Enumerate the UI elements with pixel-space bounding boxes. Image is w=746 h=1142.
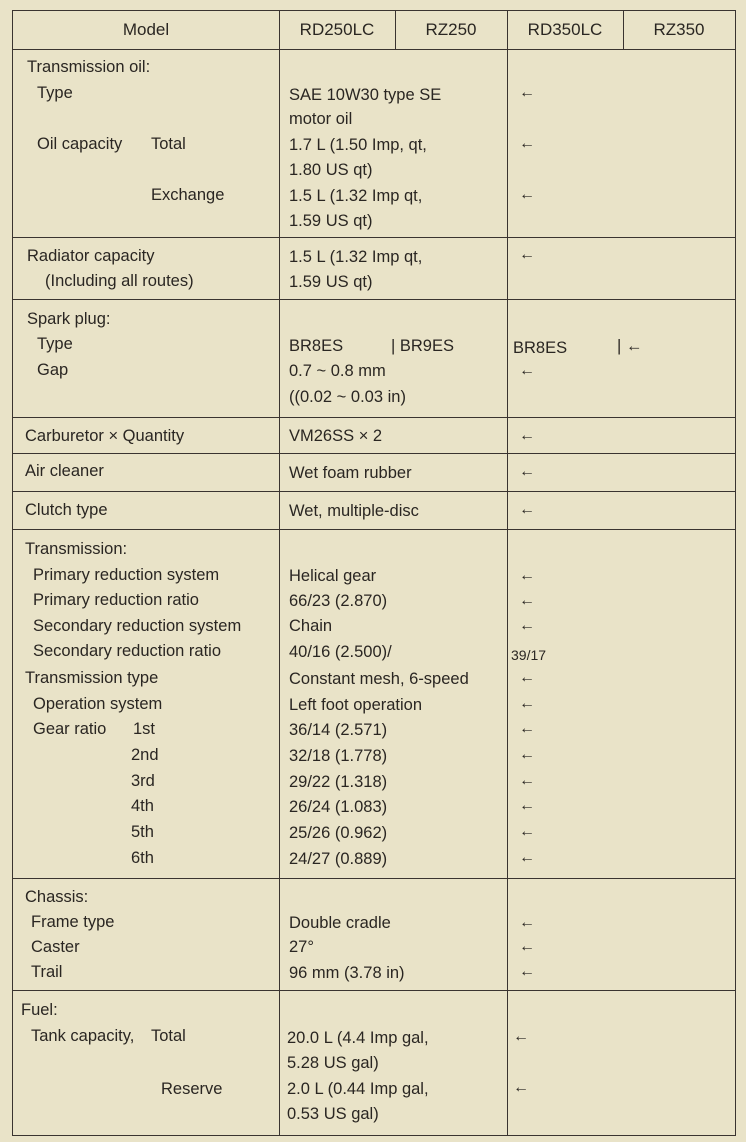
section-title: Transmission: [25,540,128,558]
oil-capacity-label: Oil capacity [37,135,123,153]
trans-label: Transmission type [25,669,159,687]
trans-value: Left foot operation [289,696,423,714]
caster-value: 27° [289,938,314,956]
gear-label: 3rd [131,772,155,790]
header-rz350: RZ350 [653,20,705,39]
rd350-secondary-ratio: 39/17 [511,647,547,663]
same-as-arrow: ← [519,746,535,763]
caster-label: Caster [31,938,80,956]
oil-total-label: Total [151,135,186,153]
oil-total-value: 1.7 L (1.50 Imp, qt, [289,136,427,154]
same-as-arrow: ← [519,849,535,866]
radiator-value: 1.59 US qt) [289,273,373,291]
same-as-arrow: ← [519,772,535,789]
row-divider [13,49,735,50]
same-as-arrow: ← [519,362,535,379]
trans-label: Secondary reduction ratio [33,642,222,660]
trans-value: Constant mesh, 6-speed [289,670,469,688]
same-as-arrow: ← [519,567,535,584]
same-as-arrow: ← [519,914,535,931]
gear-label: 5th [131,823,154,841]
clutch-label: Clutch type [25,501,108,519]
oil-exchange-value: 1.59 US qt) [289,212,373,230]
header-model: Model [122,20,170,39]
oil-total-value: 1.80 US qt) [289,161,373,179]
header-rz250: RZ250 [425,20,477,39]
row-divider [13,417,735,418]
row-divider [13,237,735,238]
section-title: Fuel: [21,1001,58,1019]
header-rd350lc: RD350LC [527,20,603,39]
same-as-arrow: ← [519,963,535,980]
same-as-arrow: ← [519,823,535,840]
same-as-arrow: ← [513,1079,529,1096]
gear-value: 26/24 (1.083) [289,798,388,816]
row-divider [13,491,735,492]
frame-value: Double cradle [289,914,391,932]
frame-label: Frame type [31,913,115,931]
plug-type-rz250: | BR9ES [391,337,454,355]
oil-exchange-value: 1.5 L (1.32 Imp qt, [289,187,423,205]
tank-label: Tank capacity, [31,1027,135,1045]
row-divider [13,529,735,530]
same-as-arrow: ← [519,84,535,101]
row-divider [13,878,735,879]
trans-label: Primary reduction ratio [33,591,199,609]
same-as-arrow: ← [519,669,535,686]
trans-label: Operation system [33,695,163,713]
gear-label: 2nd [131,746,159,764]
same-as-arrow: ← [519,617,535,634]
tank-total-value: 20.0 L (4.4 Imp gal, [287,1029,429,1047]
gear-value: 24/27 (0.889) [289,850,388,868]
gear-label: 1st [133,720,156,738]
row-divider [13,990,735,991]
same-as-arrow: ← [519,797,535,814]
same-as-arrow: ← [519,246,535,263]
plug-type-rd350: BR8ES [513,339,568,357]
same-as-arrow: ← [519,695,535,712]
same-as-arrow: ← [519,186,535,203]
oil-type-value: SAE 10W30 type SE [289,86,442,104]
trans-value: Helical gear [289,567,377,585]
gear-label: 6th [131,849,154,867]
header-rd250lc: RD250LC [299,20,375,39]
radiator-label: (Including all routes) [45,272,194,290]
tank-reserve-value: 2.0 L (0.44 Imp gal, [287,1080,429,1098]
radiator-label: Radiator capacity [27,247,155,265]
same-as-arrow: ← [519,501,535,518]
gear-value: 36/14 (2.571) [289,721,388,739]
gear-value: 29/22 (1.318) [289,773,388,791]
plug-type-label: Type [37,335,73,353]
radiator-value: 1.5 L (1.32 Imp qt, [289,248,423,266]
same-as-arrow: ← [519,463,535,480]
gear-ratio-label: Gear ratio [33,720,107,738]
section-title: Spark plug: [27,310,111,328]
section-title: Chassis: [25,888,89,906]
tank-reserve-value: 0.53 US gal) [287,1105,379,1123]
row-divider [13,453,735,454]
same-as-arrow: ← [519,592,535,609]
oil-exchange-label: Exchange [151,186,225,204]
column-divider [279,11,280,1135]
plug-gap-value: ((0.02 ~ 0.03 in) [289,388,406,406]
gear-value: 25/26 (0.962) [289,824,388,842]
trail-label: Trail [31,963,63,981]
spec-table [12,10,736,1136]
same-as-arrow: ← [519,720,535,737]
column-divider [507,11,508,1135]
trans-value: Chain [289,617,333,635]
tank-total-value: 5.28 US gal) [287,1054,379,1072]
same-as-arrow: ← [519,938,535,955]
carburetor-value: VM26SS × 2 [289,427,383,445]
carburetor-label: Carburetor × Quantity [25,427,185,445]
section-title: Transmission oil: [27,58,151,76]
gear-label: 4th [131,797,154,815]
gear-value: 32/18 (1.778) [289,747,388,765]
trans-label: Primary reduction system [33,566,220,584]
trail-value: 96 mm (3.78 in) [289,964,405,982]
trans-label: Secondary reduction system [33,617,242,635]
oil-type-value: motor oil [289,110,353,128]
row-divider [13,299,735,300]
oil-type-label: Type [37,84,73,102]
clutch-value: Wet, multiple-disc [289,502,419,520]
plug-type-rd250: BR8ES [289,337,344,355]
trans-value: 40/16 (2.500)/ [289,643,392,661]
same-as-arrow: ← [513,1028,529,1045]
trans-value: 66/23 (2.870) [289,592,388,610]
air-cleaner-label: Air cleaner [25,462,104,480]
air-cleaner-value: Wet foam rubber [289,464,412,482]
tank-reserve-label: Reserve [161,1080,223,1098]
same-as-arrow: ← [519,427,535,444]
plug-gap-value: 0.7 ~ 0.8 mm [289,362,386,380]
same-as-arrow: ← [519,135,535,152]
plug-gap-label: Gap [37,361,69,379]
plug-type-rz350: | ← [617,337,643,355]
tank-total-label: Total [151,1027,186,1045]
